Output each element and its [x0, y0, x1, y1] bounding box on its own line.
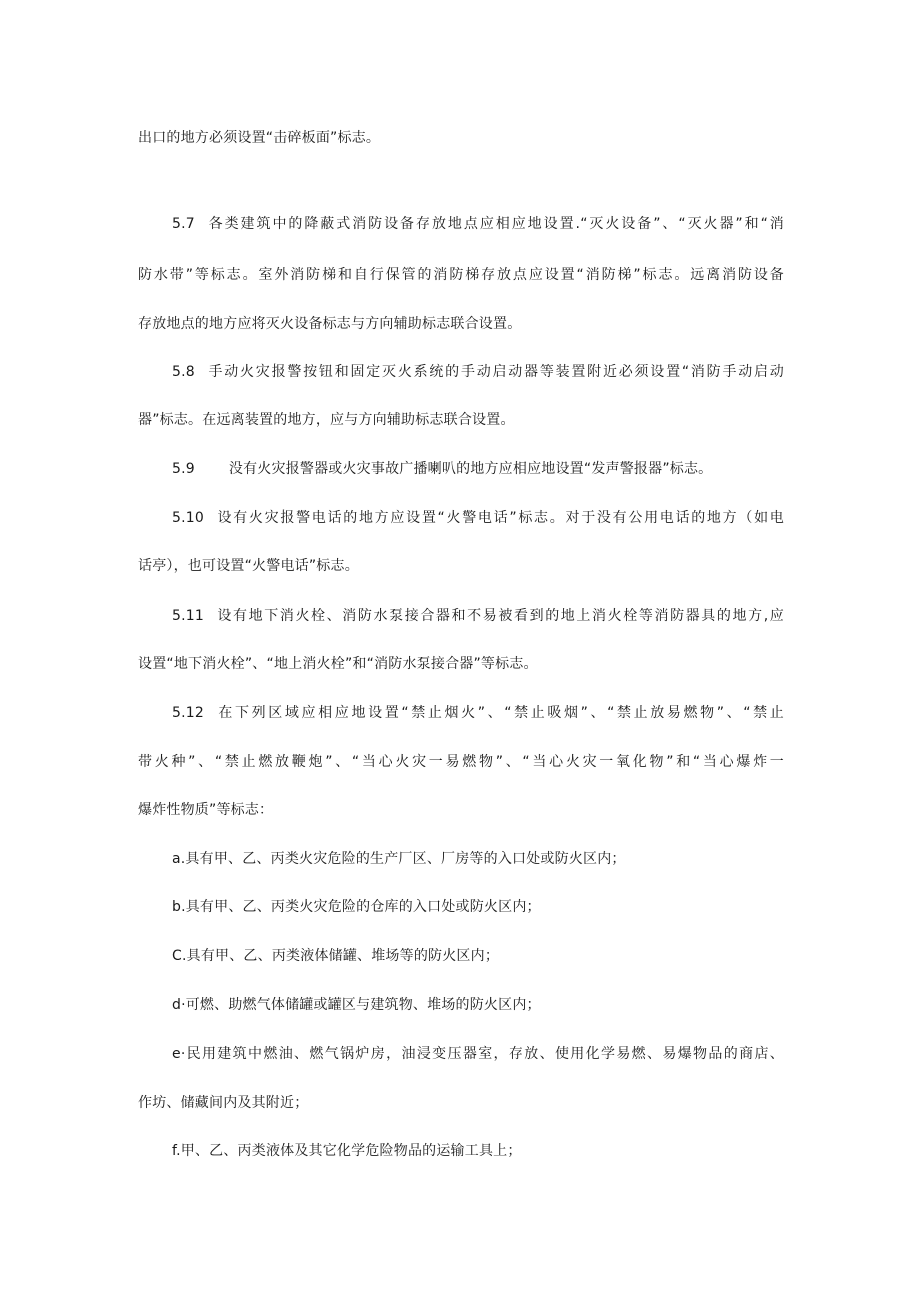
section-number: 5.8: [172, 364, 195, 380]
section-number: 5.11: [172, 608, 204, 624]
text-line: b.具有甲、乙、丙类火灾危险的仓库的入口处或防火区内；: [172, 899, 541, 915]
section-number: 5.7: [172, 216, 195, 232]
text-line: 设有火灾报警电话的地方应设置“火警电话”标志。对于没有公用电话的地方（如电: [215, 510, 784, 526]
text-line: a.具有甲、乙、丙类火灾危险的生产厂区、厂房等的入口处或防火区内；: [172, 851, 626, 867]
text-line: e·民用建筑中燃油、燃气锅炉房，油浸变压器室，存放、使用化学易燃、易爆物品的商店、: [172, 1046, 784, 1062]
section-number: 5.12: [172, 705, 204, 721]
text-line: 话亭），也可设置“火警电话”标志。: [138, 558, 359, 574]
text-line: 设有地下消火栓、消防水泵接合器和不易被看到的地上消火栓等消防器具的地方,应: [215, 608, 784, 624]
text-line: 在下列区域应相应地设置“禁止烟火”、“禁止吸烟”、“禁止放易燃物”、“禁止: [215, 705, 784, 721]
list-item-b: [172, 897, 818, 917]
text-line: 器”标志。在远离装置的地方，应与方向辅助标志联合设置。: [138, 412, 515, 428]
text-line: 设置“地下消火栓”、“地上消火栓”和“消防水泵接合器”等标志。: [138, 656, 538, 672]
text-line: 防水带”等标志。室外消防梯和自行保管的消防梯存放点应设置“消防梯”标志。远离消防设备: [138, 267, 784, 283]
text-line: d·可燃、助燃气体储罐或罐区与建筑物、堆场的防火区内；: [172, 997, 541, 1013]
section-5-12-line-1: [172, 703, 784, 723]
list-item-e-line-1: [172, 1044, 784, 1064]
section-5-10-line-2: [138, 556, 784, 576]
section-5-7-line-3: [138, 314, 784, 334]
section-5-8-line-2: [138, 410, 784, 430]
text-line: 各类建筑中的降蔽式消防设备存放地点应相应地设置.“灭火设备”、“灭火器”和“消: [206, 216, 784, 232]
text-line: 没有火灾报警器或火灾事故广播喇叭的地方应相应地设置“发声警报器”标志。: [228, 461, 713, 477]
list-item-f: [172, 1141, 818, 1161]
section-5-12-line-2: [138, 752, 784, 772]
section-5-10-line-1: [172, 508, 784, 528]
text-line: C.具有甲、乙、丙类液体储罐、堆场等的防火区内；: [172, 948, 500, 964]
section-5-12-line-3: [138, 800, 784, 820]
section-5-11-line-1: [172, 606, 784, 626]
text-line: 出口的地方必须设置“击碎板面”标志。: [138, 130, 381, 146]
section-5-8-line-1: [172, 362, 784, 382]
section-5-9-line-1: [172, 459, 818, 479]
paragraph-line-continuation: [138, 128, 784, 148]
section-number: 5.9: [172, 461, 195, 477]
text-line: 作坊、储藏间内及其附近；: [138, 1095, 309, 1111]
text-line: 爆炸性物质”等标志：: [138, 802, 274, 818]
section-5-7-line-1: [172, 214, 784, 234]
text-line: 存放地点的地方应将灭火设备标志与方向辅助标志联合设置。: [138, 316, 522, 332]
section-5-7-line-2: [138, 265, 784, 285]
section-number: 5.10: [172, 510, 204, 526]
text-line: 带火种”、“禁止燃放鞭炮”、“当心火灾一易燃物”、“当心火灾一氧化物”和“当心爆炸一: [138, 754, 784, 770]
section-5-11-line-2: [138, 654, 784, 674]
text-line: f.甲、乙、丙类液体及其它化学危险物品的运输工具上；: [172, 1143, 522, 1159]
list-item-e-line-2: [138, 1093, 784, 1113]
list-item-d: [172, 995, 818, 1015]
text-line: 手动火灾报警按钮和固定灭火系统的手动启动器等装置附近必须设置“消防手动启动: [206, 364, 784, 380]
list-item-c: [172, 946, 818, 966]
list-item-a: [172, 849, 818, 869]
